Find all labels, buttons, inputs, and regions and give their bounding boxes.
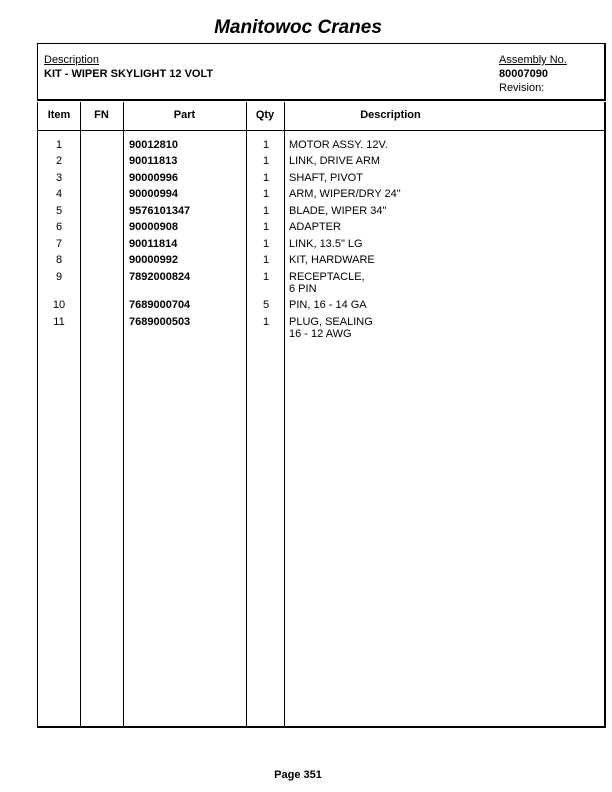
quantity: 1 (262, 221, 270, 233)
header-divider (38, 130, 604, 131)
quantity: 1 (262, 172, 270, 184)
column-divider (123, 102, 124, 726)
column-header-fn: FN (94, 109, 109, 121)
quantity: 1 (262, 254, 270, 266)
description-line: LINK, 13.5" LG (289, 238, 363, 250)
part-number: 90011813 (129, 155, 178, 167)
description-line: ADAPTER (289, 221, 341, 233)
item-number: 5 (55, 205, 63, 217)
description-line: 16 - 12 AWG (289, 328, 352, 340)
part-description (289, 254, 375, 266)
quantity: 1 (262, 188, 270, 200)
part-number: 7689000503 (129, 316, 191, 328)
assembly-block (499, 53, 567, 95)
description-line: ARM, WIPER/DRY 24" (289, 188, 401, 200)
item-number: 2 (55, 155, 63, 167)
description-line: SHAFT, PIVOT (289, 172, 363, 184)
part-number: 7689000704 (129, 299, 191, 311)
assembly-header (37, 43, 606, 101)
quantity: 1 (262, 139, 270, 151)
item-number: 11 (53, 316, 65, 328)
item-number: 10 (52, 299, 66, 311)
item-number: 3 (55, 172, 63, 184)
column-header-part: Part (173, 109, 196, 121)
column-header-item: Item (47, 109, 71, 121)
part-description (289, 238, 363, 250)
part-number: 90011814 (129, 238, 178, 250)
revision-label: Revision: (499, 82, 545, 94)
part-number: 90000996 (129, 172, 178, 184)
parts-table (37, 102, 606, 728)
description-line: PIN, 16 - 14 GA (289, 299, 367, 311)
item-number: 7 (55, 238, 63, 250)
column-header-description: Description (360, 109, 421, 121)
part-description (289, 221, 341, 233)
description-label: Description (44, 54, 100, 66)
description-line: KIT, HARDWARE (289, 254, 375, 266)
description-line: PLUG, SEALING (289, 316, 373, 328)
item-number: 1 (55, 139, 63, 151)
part-number: 7892000824 (129, 271, 191, 283)
part-number: 90000992 (129, 254, 178, 266)
part-description (289, 271, 365, 295)
part-number: 90000908 (129, 221, 178, 233)
column-divider (80, 102, 81, 726)
part-number: 90000994 (129, 188, 178, 200)
item-number: 6 (55, 221, 63, 233)
description-block (44, 53, 213, 81)
part-description (289, 139, 388, 151)
assembly-label: Assembly No. (499, 54, 567, 66)
part-description (289, 172, 363, 184)
description-line: BLADE, WIPER 34" (289, 205, 387, 217)
item-number: 9 (55, 271, 63, 283)
quantity: 1 (262, 155, 270, 167)
description-line: RECEPTACLE, (289, 271, 365, 283)
description-line: 6 PIN (289, 283, 317, 295)
part-number: 90012810 (129, 139, 178, 151)
part-number: 9576101347 (129, 205, 191, 217)
quantity: 5 (262, 299, 270, 311)
quantity: 1 (262, 271, 270, 283)
column-header-qty: Qty (255, 109, 275, 121)
description-line: MOTOR ASSY. 12V. (289, 139, 388, 151)
part-description (289, 299, 367, 311)
item-number: 4 (55, 188, 63, 200)
quantity: 1 (262, 205, 270, 217)
part-description (289, 205, 386, 217)
part-description (289, 316, 373, 340)
part-description (289, 188, 401, 200)
quantity: 1 (262, 316, 270, 328)
part-description (289, 155, 380, 167)
page-title: Manitowoc Cranes (214, 17, 382, 38)
description-line: LINK, DRIVE ARM (289, 155, 381, 167)
description-value: KIT - WIPER SKYLIGHT 12 VOLT (44, 68, 214, 80)
assembly-value: 80007090 (499, 68, 548, 80)
quantity: 1 (262, 238, 270, 250)
item-number: 8 (55, 254, 63, 266)
page-number: Page 351 (274, 769, 322, 781)
